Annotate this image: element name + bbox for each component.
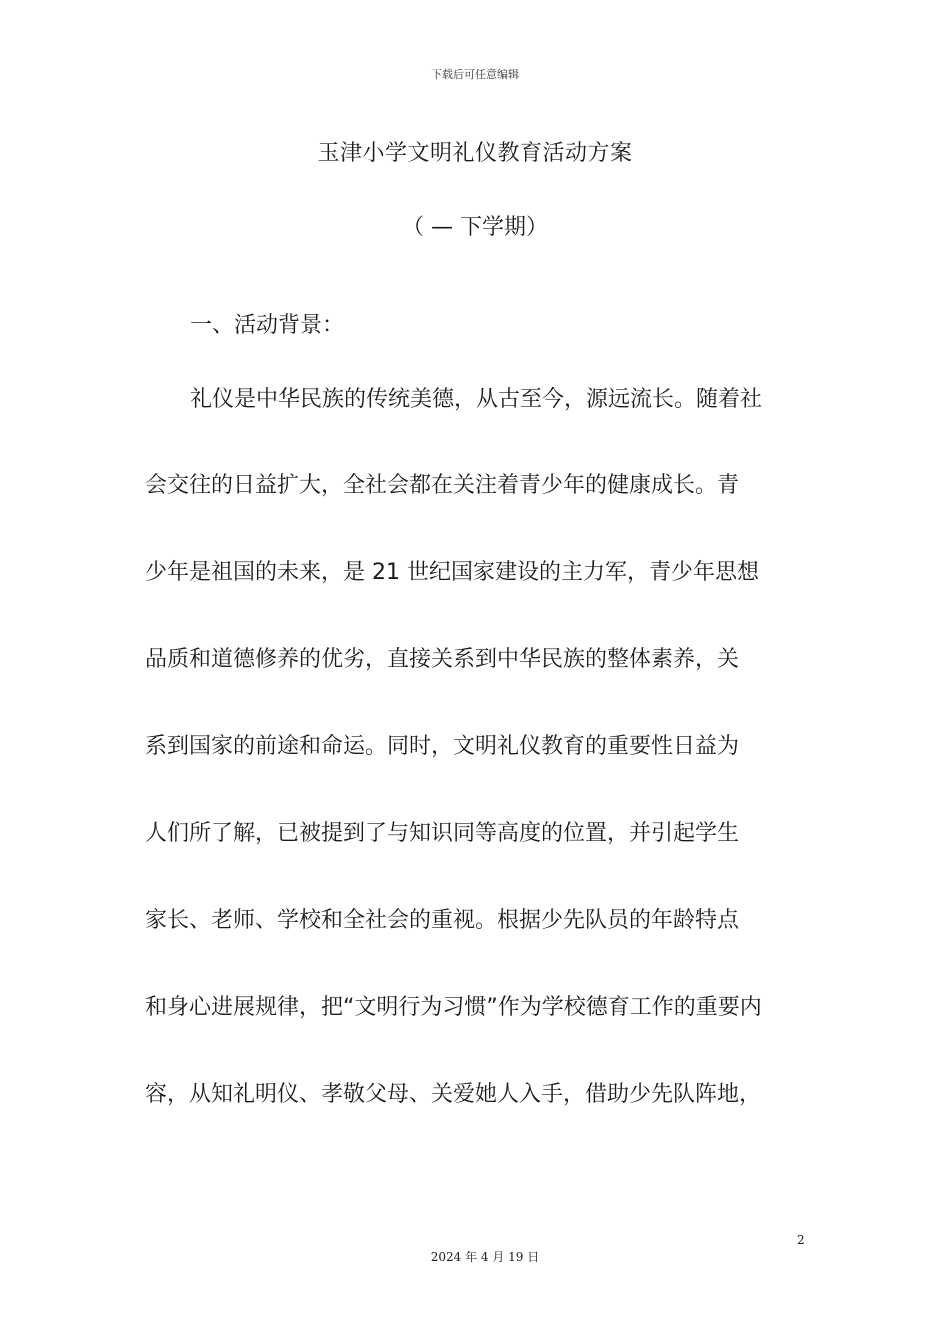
document-title: 玉津小学文明礼仪教育活动方案: [317, 141, 633, 166]
footer-date: 2024 年 4 月 19 日: [430, 1250, 540, 1264]
document-subtitle: （ — 下学期）: [402, 215, 548, 240]
paragraph-line-3: 少年是祖国的未来，是 21 世纪国家建设的主力军，青少年思想: [145, 560, 759, 585]
page-number: 2: [797, 1233, 805, 1247]
paragraph-line-1: 礼仪是中华民族的传统美德，从古至今，源远流长。随着社: [190, 387, 763, 412]
paragraph-line-7: 家长、老师、学校和全社会的重视。根据少先队员的年龄特点: [145, 908, 740, 933]
paragraph-line-5: 系到国家的前途和命运。同时，文明礼仪教育的重要性日益为: [145, 734, 740, 759]
paragraph-line-6: 人们所了解，已被提到了与知识同等高度的位置，并引起学生: [145, 821, 740, 846]
paragraph-line-9: 容，从知礼明仪、孝敬父母、关爱她人入手，借助少先队阵地，: [145, 1082, 762, 1107]
paragraph-line-8: 和身心进展规律，把“文明行为习惯”作为学校德育工作的重要内: [145, 995, 762, 1020]
paragraph-line-4: 品质和道德修养的优劣，直接关系到中华民族的整体素养，关: [145, 647, 740, 672]
section-heading: 一、活动背景：: [190, 313, 345, 338]
header-note: 下载后可任意编辑: [431, 68, 519, 81]
paragraph-line-2: 会交往的日益扩大，全社会都在关注着青少年的健康成长。青: [145, 473, 740, 498]
